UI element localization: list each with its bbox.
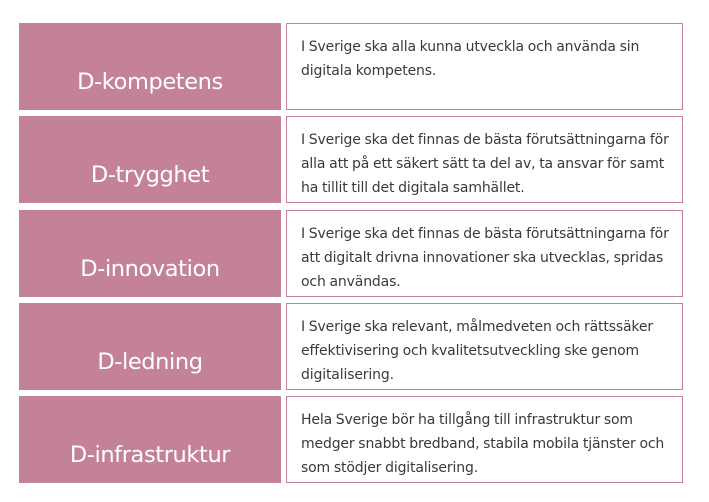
goal-label: D-infrastruktur [69, 442, 231, 468]
goal-row [19, 23, 683, 110]
goal-description-box [286, 23, 683, 110]
goal-label-box [19, 210, 281, 297]
goal-label-box [19, 396, 281, 483]
goal-row [19, 396, 683, 483]
goal-label: D-innovation [80, 256, 220, 282]
goal-row [19, 210, 683, 297]
goal-label-box [19, 23, 281, 110]
goal-label-box [19, 303, 281, 390]
goal-description: I Sverige ska det finnas de bästa förutsättningarna för alla att på ett säkert sätt ta del av, ta ansvar för samt ha tillit till det digitala samhället. [301, 132, 669, 196]
goal-row [19, 303, 683, 390]
goal-description-box [286, 210, 683, 297]
goal-label: D-trygghet [90, 162, 210, 188]
goal-description: I Sverige ska alla kunna utveckla och använda sin digitala kompetens. [301, 39, 640, 79]
goal-row [19, 116, 683, 203]
goal-label: D-ledning [97, 349, 203, 375]
goal-description: Hela Sverige bör ha tillgång till infrastruktur som medger snabbt bredband, stabila mobila tjänster och som stödjer digitalisering. [301, 412, 665, 476]
goal-description-box [286, 116, 683, 203]
goal-description: I Sverige ska det finnas de bästa förutsättningarna för att digitalt drivna innovationer ska utvecklas, spridas och användas. [301, 226, 669, 290]
goal-description-box [286, 303, 683, 390]
goal-description-box [286, 396, 683, 483]
goal-label-box [19, 116, 281, 203]
goal-description: I Sverige ska relevant, målmedveten och rättssäker effektivisering och kvalitetsutveckling ske genom digitalisering. [301, 319, 653, 383]
goal-label: D-kompetens [77, 69, 223, 95]
